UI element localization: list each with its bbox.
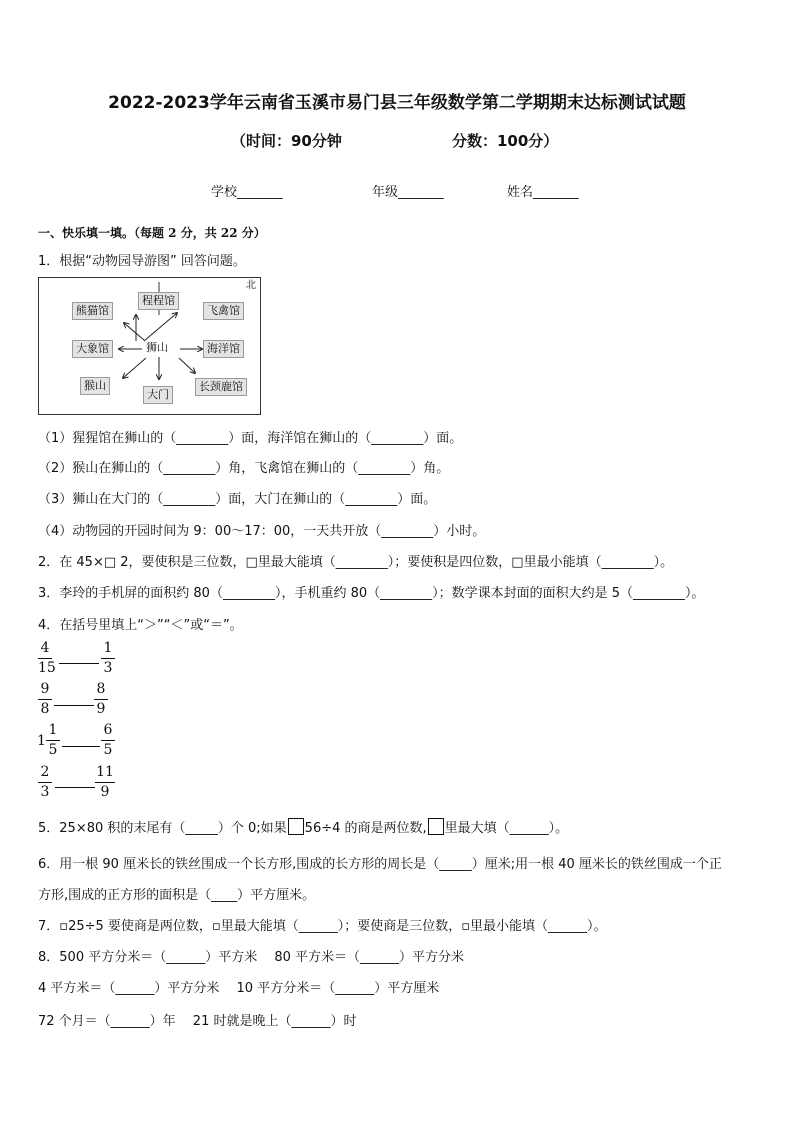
exam-score: 分数：100分）	[452, 132, 559, 150]
place-main-gate: 大门	[143, 386, 173, 404]
question-5	[38, 817, 568, 836]
fraction-right: 6 5	[101, 722, 115, 759]
arrow-southeast	[179, 358, 195, 373]
place-giraffe-hall: 长颈鹿馆	[195, 378, 247, 396]
place-panda-hall: 熊猫馆	[72, 302, 113, 320]
question-1-part-1: （1）猩猩馆在狮山的（________）面，海洋馆在狮山的（________）面。	[38, 431, 463, 446]
question-5-part-b: 56÷4 的商是两位数,	[304, 821, 427, 836]
grade-field[interactable]: 年级_______	[372, 185, 444, 200]
place-elephant-hall: 大象馆	[72, 340, 113, 358]
question-5-part-c: 里最大填（______）。	[444, 821, 569, 836]
place-lion-hill: 狮山	[146, 341, 168, 354]
mixed-whole: 1	[37, 733, 46, 749]
school-field[interactable]: 学校_______	[211, 185, 283, 200]
fraction-left: 4 15	[38, 640, 56, 676]
fraction-left: 2 3	[38, 764, 52, 801]
digit-box[interactable]	[428, 818, 444, 835]
question-6-line-1: 6．用一根 90 厘米长的铁丝围成一个长方形,围成的长方形的周长是（_____）厘米;用一根 40 厘米长的铁丝围成一个正	[38, 857, 722, 872]
question-6-line-2: 方形,围成的正方形的面积是（____）平方厘米。	[38, 888, 316, 903]
fraction-left: 9 8	[38, 681, 52, 718]
question-2: 2．在 45×□ 2，要使积是三位数，□里最大能填（________）；要使积是四位数，□里最小能填（________）。	[38, 555, 674, 570]
fraction-left: 1 5	[46, 722, 60, 759]
place-monkey-hill: 猴山	[80, 377, 110, 395]
question-8-line-2: 4 平方米＝（______）平方分米 10 平方分米＝（______）平方厘米	[38, 981, 440, 996]
arrow-southwest	[123, 358, 146, 378]
question-8-line-1: 8．500 平方分米＝（______）平方米 80 平方米＝（______）平方分米	[38, 950, 465, 965]
question-3: 3．李玲的手机屏的面积约 80（________），手机重约 80（________）；数学课本封面的面积大约是 5（________）。	[38, 586, 705, 601]
page-title: 2022-2023学年云南省玉溪市易门县三年级数学第二学期期末达标测试试题	[108, 93, 686, 113]
answer-blank[interactable]	[55, 787, 95, 788]
fraction-right: 8 9	[94, 681, 108, 718]
question-8-line-3: 72 个月＝（______）年 21 时就是晚上（______）时	[38, 1014, 357, 1029]
section-heading: 一、快乐填一填。（每题 2 分，共 22 分）	[38, 226, 266, 240]
answer-blank[interactable]	[54, 705, 94, 706]
place-bird-hall: 飞禽馆	[203, 302, 244, 320]
fraction-right: 1 3	[101, 640, 115, 677]
arrow-northwest	[124, 323, 144, 340]
place-orangutan-hall: 程程馆	[138, 292, 179, 310]
exam-time: （时间：90分钟	[231, 132, 342, 150]
question-1-stem: 1．根据“动物园导游图” 回答问题。	[38, 254, 246, 269]
question-4-stem: 4．在括号里填上“＞”“＜”或“＝”。	[38, 618, 243, 633]
question-1-part-4: （4）动物园的开园时间为 9：00～17：00，一天共开放（________）小时。	[38, 524, 486, 539]
question-1-part-3: （3）狮山在大门的（________）面，大门在狮山的（________）面。	[38, 492, 437, 507]
arrow-northeast	[144, 313, 177, 341]
question-5-part-a: 5．25×80 积的末尾有（_____）个 0;如果	[38, 821, 287, 836]
answer-blank[interactable]	[62, 746, 100, 747]
name-field[interactable]: 姓名_______	[507, 185, 579, 200]
answer-blank[interactable]	[59, 663, 99, 664]
north-label: 北	[246, 280, 256, 291]
question-1-part-2: （2）猴山在狮山的（________）角，飞禽馆在狮山的（________）角。	[38, 461, 450, 476]
fraction-right: 11 9	[96, 764, 114, 800]
question-7: 7．▫25÷5 要使商是两位数，▫里最大能填（______）；要使商是三位数，▫里最小能填（______）。	[38, 919, 607, 934]
zoo-map	[38, 277, 261, 415]
digit-box[interactable]	[288, 818, 304, 835]
place-ocean-hall: 海洋馆	[203, 340, 244, 358]
